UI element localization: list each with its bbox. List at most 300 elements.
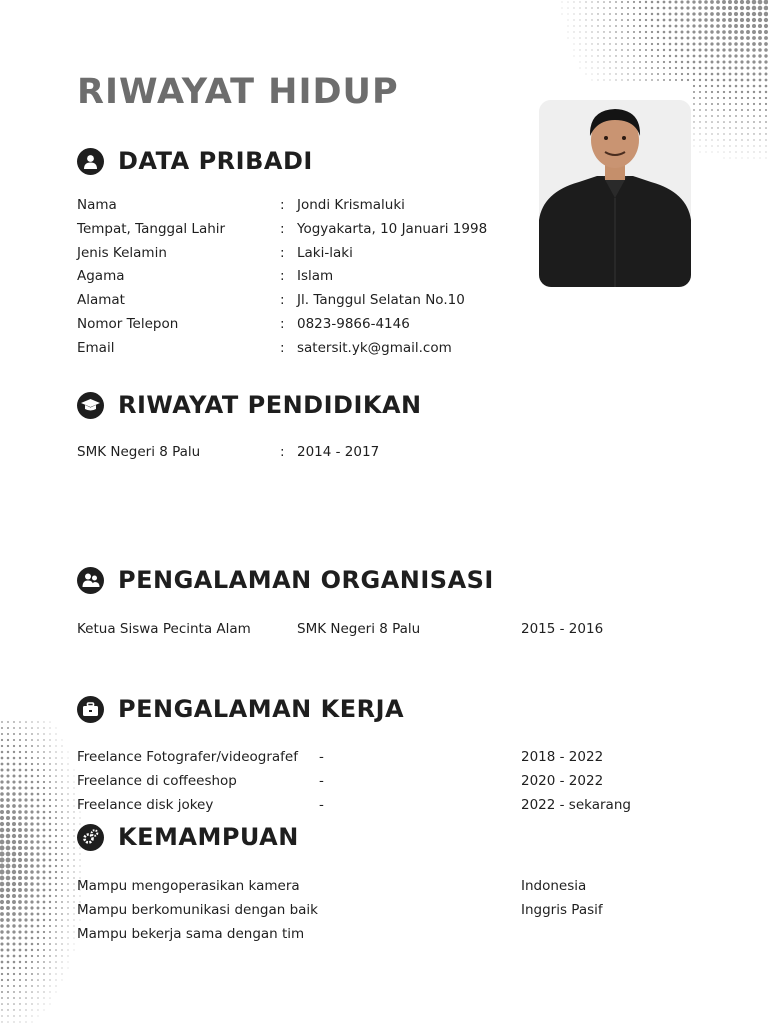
halftone-dot bbox=[37, 769, 39, 771]
halftone-dot bbox=[699, 133, 700, 134]
halftone-dot bbox=[706, 152, 707, 153]
halftone-dot bbox=[621, 31, 623, 33]
halftone-dot bbox=[615, 43, 617, 45]
halftone-dot bbox=[37, 943, 39, 945]
halftone-dot bbox=[741, 79, 744, 82]
halftone-dot bbox=[591, 13, 592, 14]
halftone-dot bbox=[12, 870, 16, 874]
halftone-dot bbox=[37, 787, 40, 790]
halftone-dot bbox=[55, 763, 56, 764]
halftone-dot bbox=[30, 810, 33, 813]
halftone-dot bbox=[609, 7, 611, 9]
halftone-dot bbox=[25, 775, 28, 778]
halftone-dot bbox=[752, 36, 756, 40]
halftone-dot bbox=[1, 769, 4, 772]
halftone-dot bbox=[741, 115, 743, 117]
halftone-dot bbox=[693, 109, 695, 111]
halftone-dot bbox=[74, 788, 75, 789]
halftone-dot bbox=[49, 961, 51, 963]
halftone-dot bbox=[758, 66, 761, 69]
halftone-dot bbox=[24, 876, 28, 880]
halftone-dot bbox=[675, 7, 678, 10]
halftone-dot bbox=[37, 955, 39, 957]
halftone-dot bbox=[711, 85, 713, 87]
halftone-dot bbox=[729, 97, 731, 99]
halftone-dot bbox=[698, 30, 701, 33]
halftone-dot bbox=[693, 103, 695, 105]
field-value: Jondi Krismaluki bbox=[297, 197, 405, 213]
halftone-dot bbox=[50, 722, 51, 723]
halftone-dot bbox=[603, 13, 605, 15]
halftone-dot bbox=[18, 786, 21, 789]
halftone-dot bbox=[698, 18, 701, 21]
halftone-dot bbox=[717, 103, 719, 105]
halftone-dot bbox=[18, 834, 22, 838]
halftone-dot bbox=[734, 48, 737, 51]
halftone-dot bbox=[686, 0, 689, 3]
halftone-dot bbox=[50, 998, 51, 999]
halftone-dot bbox=[1, 757, 4, 760]
halftone-dot bbox=[759, 73, 762, 76]
halftone-dot bbox=[36, 882, 39, 885]
halftone-dot bbox=[747, 145, 748, 146]
halftone-dot bbox=[19, 955, 22, 958]
halftone-dot bbox=[591, 37, 592, 38]
halftone-dot bbox=[37, 733, 38, 734]
halftone-dot bbox=[36, 822, 39, 825]
people-icon bbox=[77, 567, 104, 594]
halftone-dot bbox=[704, 30, 707, 33]
halftone-dot bbox=[675, 19, 678, 22]
halftone-dot bbox=[580, 56, 581, 57]
halftone-dot bbox=[62, 974, 63, 975]
halftone-dot bbox=[724, 152, 725, 153]
halftone-dot bbox=[24, 882, 28, 886]
halftone-dot bbox=[13, 985, 15, 987]
halftone-dot bbox=[705, 109, 707, 111]
halftone-dot bbox=[657, 13, 660, 16]
halftone-dot bbox=[693, 61, 696, 64]
halftone-dot bbox=[651, 37, 653, 39]
halftone-dot bbox=[711, 91, 713, 93]
halftone-dot bbox=[6, 864, 11, 869]
halftone-dot bbox=[585, 25, 586, 26]
halftone-dot bbox=[0, 942, 3, 945]
halftone-dot bbox=[681, 61, 683, 63]
halftone-dot bbox=[7, 721, 9, 723]
halftone-dot bbox=[55, 841, 57, 843]
halftone-dot bbox=[24, 810, 27, 813]
halftone-dot bbox=[663, 1, 666, 4]
halftone-dot bbox=[752, 24, 756, 28]
halftone-dot bbox=[747, 109, 749, 111]
halftone-dot bbox=[43, 859, 46, 862]
halftone-dot bbox=[73, 907, 74, 908]
halftone-dot bbox=[25, 769, 28, 772]
halftone-dot bbox=[698, 24, 701, 27]
halftone-dot bbox=[30, 822, 33, 825]
halftone-dot bbox=[746, 6, 750, 10]
halftone-dot bbox=[43, 985, 44, 986]
halftone-dot bbox=[574, 50, 575, 51]
halftone-dot bbox=[43, 787, 45, 789]
halftone-dot bbox=[580, 68, 581, 69]
halftone-dot bbox=[765, 133, 766, 134]
halftone-dot bbox=[36, 870, 39, 873]
halftone-dot bbox=[747, 139, 748, 140]
halftone-dot bbox=[699, 79, 701, 81]
halftone-dot bbox=[718, 146, 719, 147]
halftone-dot bbox=[12, 828, 16, 832]
halftone-dot bbox=[609, 49, 610, 50]
halftone-dot bbox=[67, 907, 68, 908]
halftone-dot bbox=[25, 973, 27, 975]
halftone-dot bbox=[627, 43, 629, 45]
halftone-dot bbox=[645, 7, 647, 9]
halftone-dot bbox=[43, 829, 46, 832]
halftone-dot bbox=[0, 828, 4, 832]
halftone-dot bbox=[734, 36, 738, 40]
halftone-dot bbox=[30, 906, 33, 909]
halftone-dot bbox=[31, 943, 34, 946]
halftone-dot bbox=[603, 25, 605, 27]
halftone-dot bbox=[603, 31, 604, 32]
halftone-dot bbox=[1, 745, 3, 747]
halftone-dot bbox=[627, 67, 629, 69]
halftone-dot bbox=[36, 864, 39, 867]
halftone-dot bbox=[693, 73, 695, 75]
halftone-dot bbox=[758, 12, 762, 16]
halftone-dot bbox=[740, 48, 743, 51]
halftone-dot bbox=[568, 32, 569, 33]
halftone-dot bbox=[645, 19, 647, 21]
section-title: PENGALAMAN ORGANISASI bbox=[118, 566, 494, 594]
halftone-dot bbox=[675, 61, 677, 63]
halftone-dot bbox=[734, 42, 738, 46]
halftone-dot bbox=[705, 55, 708, 58]
halftone-dot bbox=[597, 61, 598, 62]
halftone-dot bbox=[639, 1, 641, 3]
halftone-dot bbox=[67, 775, 68, 776]
halftone-dot bbox=[49, 889, 51, 891]
halftone-dot bbox=[37, 949, 39, 951]
halftone-dot bbox=[669, 37, 672, 40]
halftone-dot bbox=[49, 859, 52, 862]
halftone-dot bbox=[24, 894, 28, 898]
halftone-dot bbox=[580, 38, 581, 39]
halftone-dot bbox=[43, 913, 46, 916]
halftone-dot bbox=[675, 1, 678, 4]
halftone-dot bbox=[25, 949, 28, 952]
halftone-dot bbox=[699, 109, 701, 111]
halftone-dot bbox=[716, 30, 720, 34]
halftone-dot bbox=[36, 894, 39, 897]
halftone-dot bbox=[753, 97, 755, 99]
halftone-dot bbox=[645, 13, 647, 15]
halftone-dot bbox=[12, 792, 15, 795]
halftone-dot bbox=[609, 31, 611, 33]
halftone-dot bbox=[49, 769, 51, 771]
halftone-dot bbox=[43, 931, 45, 933]
halftone-dot bbox=[728, 24, 732, 28]
separator: : bbox=[280, 316, 285, 332]
halftone-dot bbox=[18, 858, 22, 862]
halftone-dot bbox=[729, 133, 730, 134]
halftone-dot bbox=[716, 54, 719, 57]
halftone-dot bbox=[43, 727, 44, 728]
halftone-dot bbox=[741, 127, 743, 129]
halftone-dot bbox=[43, 841, 46, 844]
halftone-dot bbox=[55, 829, 57, 831]
halftone-dot bbox=[7, 739, 9, 741]
halftone-dot bbox=[603, 73, 604, 74]
halftone-dot bbox=[699, 97, 701, 99]
halftone-dot bbox=[80, 872, 81, 873]
halftone-dot bbox=[12, 798, 16, 802]
halftone-dot bbox=[12, 864, 16, 868]
halftone-dot bbox=[0, 804, 4, 808]
halftone-dot bbox=[722, 54, 725, 57]
halftone-dot bbox=[681, 67, 683, 69]
halftone-dot bbox=[37, 901, 40, 904]
halftone-dot bbox=[43, 739, 44, 740]
halftone-dot bbox=[68, 962, 69, 963]
halftone-dot bbox=[55, 925, 57, 927]
halftone-dot bbox=[73, 811, 74, 812]
halftone-dot bbox=[31, 745, 33, 747]
halftone-dot bbox=[746, 60, 749, 63]
halftone-dot bbox=[56, 992, 57, 993]
halftone-dot bbox=[43, 955, 45, 957]
halftone-dot bbox=[723, 79, 726, 82]
halftone-dot bbox=[6, 912, 10, 916]
halftone-dot bbox=[752, 48, 756, 52]
halftone-dot bbox=[73, 895, 74, 896]
halftone-dot bbox=[30, 864, 34, 868]
halftone-dot bbox=[68, 764, 69, 765]
halftone-dot bbox=[25, 721, 27, 723]
halftone-dot bbox=[61, 787, 62, 788]
halftone-dot bbox=[711, 103, 713, 105]
halftone-dot bbox=[24, 804, 27, 807]
halftone-dot bbox=[699, 115, 701, 117]
halftone-dot bbox=[68, 950, 69, 951]
halftone-dot bbox=[710, 48, 713, 51]
halftone-dot bbox=[7, 973, 9, 975]
halftone-dot bbox=[716, 48, 719, 51]
halftone-dot bbox=[609, 19, 611, 21]
halftone-dot bbox=[61, 763, 62, 764]
halftone-dot bbox=[56, 980, 57, 981]
halftone-dot bbox=[633, 79, 634, 80]
halftone-dot bbox=[44, 1010, 45, 1011]
halftone-dot bbox=[31, 1009, 32, 1010]
halftone-dot bbox=[43, 997, 44, 998]
halftone-dot bbox=[55, 751, 56, 752]
halftone-dot bbox=[31, 787, 34, 790]
field-label: Nama bbox=[77, 197, 117, 213]
halftone-dot bbox=[645, 43, 647, 45]
halftone-dot bbox=[12, 924, 15, 927]
halftone-dot bbox=[67, 853, 69, 855]
halftone-dot bbox=[80, 920, 81, 921]
halftone-dot bbox=[0, 798, 4, 802]
halftone-dot bbox=[585, 13, 586, 14]
school-years: 2014 - 2017 bbox=[297, 444, 380, 460]
halftone-dot bbox=[25, 745, 27, 747]
halftone-dot bbox=[627, 31, 629, 33]
halftone-dot bbox=[31, 763, 33, 765]
halftone-dot bbox=[12, 846, 16, 850]
halftone-dot bbox=[6, 852, 11, 857]
halftone-dot bbox=[580, 62, 581, 63]
halftone-dot bbox=[723, 97, 725, 99]
halftone-dot bbox=[741, 139, 742, 140]
halftone-dot bbox=[25, 961, 27, 963]
halftone-dot bbox=[49, 967, 50, 968]
halftone-dot bbox=[43, 901, 46, 904]
halftone-dot bbox=[669, 31, 672, 34]
halftone-dot bbox=[603, 19, 605, 21]
halftone-dot bbox=[728, 60, 731, 63]
halftone-dot bbox=[740, 36, 744, 40]
halftone-dot bbox=[591, 49, 592, 50]
halftone-dot bbox=[686, 6, 689, 9]
halftone-dot bbox=[693, 85, 695, 87]
halftone-dot bbox=[627, 55, 629, 57]
halftone-dot bbox=[0, 930, 3, 933]
skill-item: Mampu mengoperasikan kamera bbox=[77, 878, 300, 894]
halftone-dot bbox=[705, 91, 707, 93]
halftone-dot bbox=[43, 811, 46, 814]
halftone-dot bbox=[24, 924, 27, 927]
halftone-dot bbox=[37, 919, 40, 922]
halftone-dot bbox=[693, 79, 695, 81]
halftone-dot bbox=[639, 55, 641, 57]
halftone-dot bbox=[55, 805, 57, 807]
halftone-dot bbox=[728, 6, 732, 10]
halftone-dot bbox=[61, 799, 63, 801]
halftone-dot bbox=[37, 961, 39, 963]
halftone-dot bbox=[56, 728, 57, 729]
halftone-dot bbox=[43, 817, 46, 820]
halftone-dot bbox=[55, 865, 57, 867]
halftone-dot bbox=[752, 54, 755, 57]
halftone-dot bbox=[633, 19, 635, 21]
halftone-dot bbox=[0, 870, 4, 875]
field-label: Email bbox=[77, 339, 115, 356]
halftone-dot bbox=[67, 865, 69, 867]
field-label: Jenis Kelamin bbox=[77, 244, 167, 261]
halftone-dot bbox=[61, 805, 63, 807]
halftone-dot bbox=[49, 793, 51, 795]
halftone-dot bbox=[651, 13, 653, 15]
halftone-dot bbox=[37, 721, 38, 722]
halftone-dot bbox=[36, 876, 39, 879]
halftone-dot bbox=[24, 846, 28, 850]
halftone-dot bbox=[717, 127, 718, 128]
halftone-dot bbox=[741, 91, 743, 93]
halftone-dot bbox=[723, 61, 726, 64]
halftone-dot bbox=[80, 818, 81, 819]
halftone-dot bbox=[724, 158, 725, 159]
halftone-dot bbox=[729, 121, 731, 123]
halftone-dot bbox=[31, 781, 34, 784]
halftone-dot bbox=[0, 846, 4, 851]
halftone-dot bbox=[19, 1015, 20, 1016]
halftone-dot bbox=[700, 146, 701, 147]
separator: - bbox=[319, 772, 324, 789]
halftone-dot bbox=[73, 829, 74, 830]
halftone-dot bbox=[722, 6, 726, 10]
halftone-dot bbox=[754, 158, 755, 159]
halftone-dot bbox=[705, 103, 707, 105]
halftone-dot bbox=[61, 847, 63, 849]
halftone-dot bbox=[729, 145, 730, 146]
halftone-dot bbox=[651, 73, 653, 75]
halftone-dot bbox=[6, 774, 9, 777]
halftone-dot bbox=[728, 42, 731, 45]
halftone-dot bbox=[746, 36, 750, 40]
halftone-dot bbox=[7, 961, 10, 964]
halftone-dot bbox=[663, 55, 665, 57]
halftone-dot bbox=[645, 49, 647, 51]
halftone-dot bbox=[0, 816, 4, 820]
halftone-dot bbox=[49, 847, 52, 850]
halftone-dot bbox=[62, 752, 63, 753]
halftone-dot bbox=[43, 937, 45, 939]
halftone-dot bbox=[7, 751, 9, 753]
halftone-dot bbox=[699, 55, 702, 58]
halftone-dot bbox=[31, 775, 34, 778]
halftone-dot bbox=[639, 37, 641, 39]
halftone-dot bbox=[43, 925, 45, 927]
halftone-dot bbox=[7, 991, 9, 993]
halftone-dot bbox=[717, 73, 720, 76]
halftone-dot bbox=[734, 60, 737, 63]
section-title: PENGALAMAN KERJA bbox=[118, 695, 405, 723]
halftone-dot bbox=[759, 121, 761, 123]
halftone-dot bbox=[699, 139, 700, 140]
halftone-dot bbox=[1, 973, 3, 975]
halftone-dot bbox=[12, 900, 16, 904]
halftone-dot bbox=[31, 751, 33, 753]
halftone-dot bbox=[43, 835, 46, 838]
halftone-dot bbox=[723, 139, 724, 140]
halftone-dot bbox=[7, 727, 9, 729]
halftone-dot bbox=[31, 973, 33, 975]
halftone-dot bbox=[693, 49, 696, 52]
halftone-dot bbox=[699, 61, 702, 64]
halftone-dot bbox=[6, 900, 10, 904]
halftone-dot bbox=[597, 25, 598, 26]
field-label: Tempat, Tanggal Lahir bbox=[77, 220, 226, 237]
halftone-dot bbox=[759, 145, 760, 146]
halftone-dot bbox=[67, 871, 69, 873]
halftone-dot bbox=[633, 1, 635, 3]
halftone-dot bbox=[61, 943, 62, 944]
halftone-dot bbox=[43, 757, 45, 759]
halftone-dot bbox=[43, 823, 46, 826]
halftone-dot bbox=[740, 54, 743, 57]
halftone-dot bbox=[13, 967, 15, 969]
halftone-dot bbox=[651, 43, 653, 45]
halftone-dot bbox=[12, 780, 15, 783]
halftone-dot bbox=[753, 139, 754, 140]
halftone-dot bbox=[746, 54, 749, 57]
halftone-dot bbox=[61, 775, 62, 776]
halftone-dot bbox=[729, 91, 731, 93]
